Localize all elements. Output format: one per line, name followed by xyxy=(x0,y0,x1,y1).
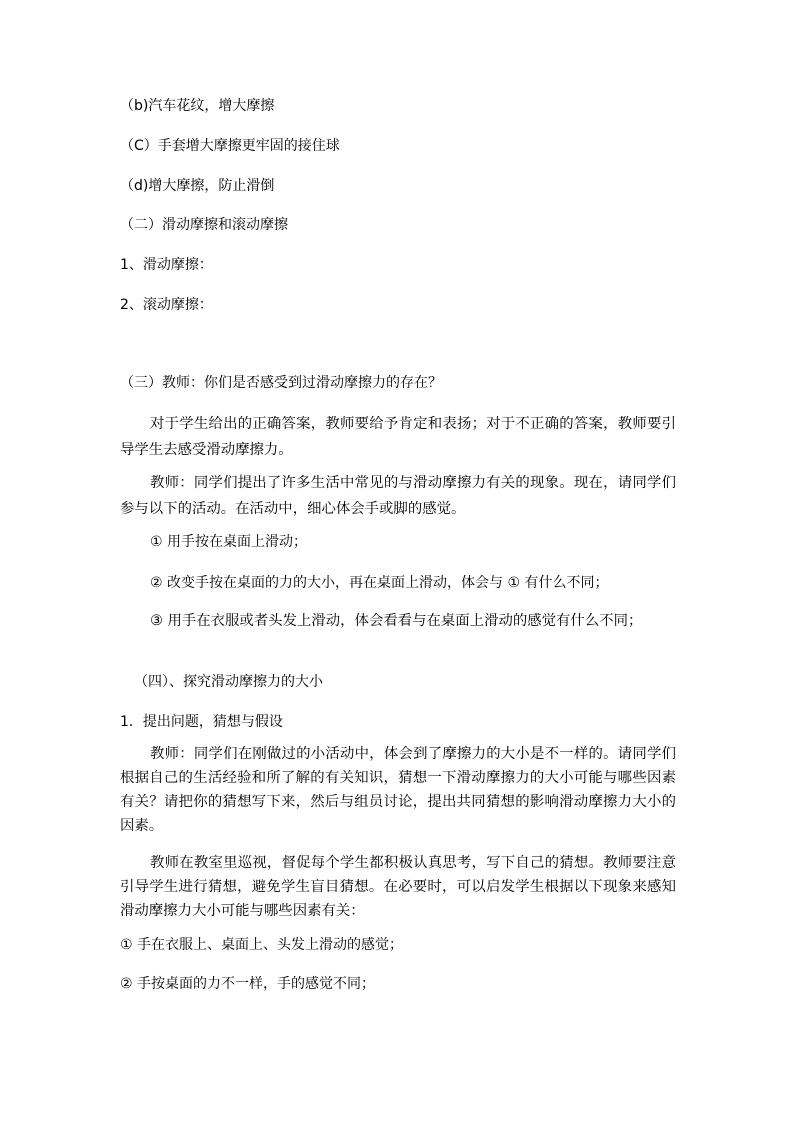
activity-item-2: ② 改变手按在桌面的力的大小，再在桌面上滑动，体会与 ① 有什么不同； xyxy=(150,575,609,591)
phenomenon-item-2: ② 手按桌面的力不一样，手的感觉不同； xyxy=(120,976,375,992)
section-heading-3: （三）教师：你们是否感受到过滑动摩擦力的存在？ xyxy=(120,375,442,391)
paragraph-hypothesis: 教师：同学们在刚做过的小活动中，体会到了摩擦力的大小是不一样的。请同学们根据自己的生活经验和所了解的有关知识，猜想一下滑动摩擦力的大小可能与哪些因素有关？请把你的猜想写下来，然后与组员讨论，提出共同猜想的影响滑动摩擦力大小的因素。 xyxy=(120,746,676,834)
item-rolling-friction: 2、滚动摩擦： xyxy=(120,297,213,313)
line-d: （d)增大摩擦，防止滑倒 xyxy=(120,178,275,194)
section-heading-4: （四）、探究滑动摩擦力的大小 xyxy=(134,674,323,690)
item-sliding-friction: 1、滑动摩擦： xyxy=(120,257,213,273)
paragraph-answer-guidance: 对于学生给出的正确答案，教师要给予肯定和表扬；对于不正确的答案，教师要引导学生去感受滑动摩擦力。 xyxy=(120,416,676,458)
subheading-question-hypothesis: 1．提出问题，猜想与假设 xyxy=(120,714,283,730)
activity-item-1: ① 用手按在桌面上滑动； xyxy=(150,534,308,550)
paragraph-teacher-patrol: 教师在教室里巡视，督促每个学生都积极认真思考，写下自己的猜想。教师要注意引导学生进行猜想，避免学生盲目猜想。在必要时，可以启发学生根据以下现象来感知滑动摩擦力大小可能与哪些因素有关： xyxy=(120,855,676,919)
line-c: （C）手套增大摩擦更牢固的接住球 xyxy=(120,138,340,154)
activity-item-3: ③ 用手在衣服或者头发上滑动，体会看看与在桌面上滑动的感觉有什么不同； xyxy=(150,613,643,629)
section-heading-2: （二）滑动摩擦和滚动摩擦 xyxy=(120,217,288,233)
phenomenon-item-1: ① 手在衣服上、桌面上、头发上滑动的感觉； xyxy=(120,937,403,953)
line-b: （b)汽车花纹，增大摩擦 xyxy=(120,98,275,114)
paragraph-activity-intro: 教师：同学们提出了许多生活中常见的与滑动摩擦力有关的现象。现在，请同学们参与以下的活动。在活动中，细心体会手或脚的感觉。 xyxy=(120,475,676,517)
